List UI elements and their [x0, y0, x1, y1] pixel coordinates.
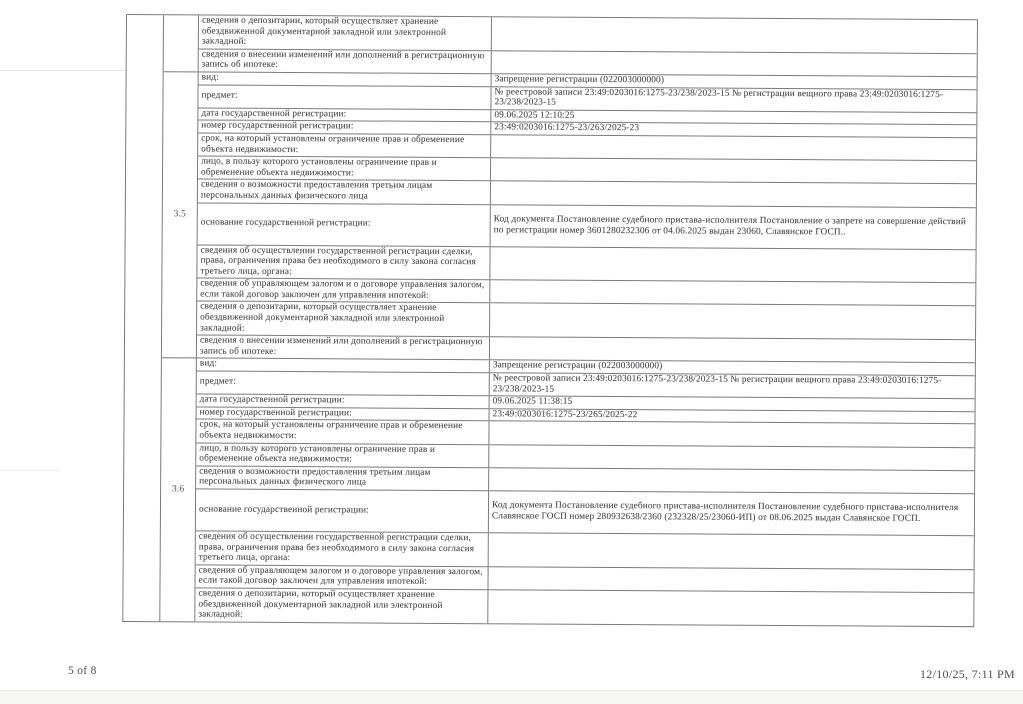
row-label: вид: [199, 358, 218, 370]
row-label: сведения о возможности предоставления третьим лицам персональных данных физического лица [199, 466, 431, 488]
row-label: основание государственной регистрации: [198, 504, 369, 516]
row-label: сведения об управляющем залогом и о договоре управления залогом, если такой договор заключен для управления ипотекой: [200, 278, 485, 301]
table-row [199, 15, 977, 53]
section-number: 3.6 [160, 359, 197, 621]
row-label: предмет: [201, 90, 238, 101]
row-label: сведения о депозитарии, который осуществляет хранение обездвиженной документарной закладной или электронной закладной: [200, 301, 445, 334]
row-label: дата государственной регистрации: [199, 394, 345, 406]
registration-table [122, 14, 978, 627]
row-value: 09.06.2025 12:10:25 [490, 110, 976, 125]
scan-artifact-line [0, 470, 60, 471]
table-sections [160, 15, 977, 626]
row-value: Код документа Постановление судебного пристава-исполнителя Постановление судебного пристава-исполнителя Славянское ГОСП номер 280932638/2360 (232328/25/23060-ИП) от 08.06.2025 выдан Славянское ГОСП. [488, 491, 974, 535]
row-value: Запрещение регистрации (022003000000) [489, 361, 975, 376]
row-label: вид: [201, 72, 219, 83]
row-value [487, 590, 973, 626]
row-label: основание государственной регистрации: [200, 217, 371, 229]
row-value [488, 422, 974, 447]
row-value [489, 304, 975, 340]
table-row [196, 488, 974, 535]
row-label: номер государственной регистрации: [201, 120, 354, 132]
row-label: сведения о внесении изменений или дополнений в регистрационную запись об ипотеке: [199, 335, 483, 357]
row-value [490, 158, 976, 183]
row-value [488, 533, 974, 569]
print-timestamp: 12/10/25, 7:11 PM [919, 667, 1015, 681]
row-value [491, 17, 977, 53]
row-label: срок, на который установлены ограничение прав и обременение объекта недвижимости: [199, 419, 463, 442]
page-number: 5 of 8 [68, 665, 97, 677]
row-label: сведения о депозитарии, который осуществляет хранение обездвиженной документарной закладной или электронной закладной: [198, 588, 443, 620]
row-label: сведения о возможности предоставления третьим лицам персональных данных физического лица [200, 179, 433, 202]
table-section-3-5 [162, 71, 977, 362]
table-row [198, 202, 976, 249]
row-label: сведения о депозитарии, который осуществляет хранение обездвиженной документарной закладной или электронной закладной: [201, 15, 447, 47]
page-bottom-edge [0, 690, 1023, 704]
row-value: Код документа Постановление судебного пристава-исполнителя Постановление о запрете на совершение действий по регистрации номер 3601280232306 от 04.06.2025 выдан 23060, Славянское ГОСП.. [490, 205, 976, 249]
row-label: номер государственной регистрации: [199, 407, 352, 419]
row-value [489, 337, 975, 362]
scan-artifact-line [0, 70, 126, 71]
section-number: 3.5 [162, 72, 199, 358]
row-value [487, 567, 973, 592]
row-value [489, 247, 975, 283]
row-value: Запрещение регистрации (022003000000) [491, 74, 977, 89]
table-row [197, 301, 975, 340]
row-value: № реестровой записи 23:49:0203016:1275-23/238/2023-15 № регистрации вещного права 23:49:0203016:1275-23/238/2023-15 [490, 87, 976, 112]
row-label: лицо, в пользу которого установлены ограничение прав и обременение объекта недвижимости: [199, 443, 436, 465]
table-row [197, 244, 975, 283]
section-rows [199, 15, 977, 76]
row-value [488, 445, 974, 470]
row-label: срок, на который установлены ограничение прав и обременение объекта недвижимости: [201, 133, 465, 155]
row-value [490, 135, 976, 160]
row-label: сведения об осуществлении государственной регистрации сделки, права, ограничения права без необходимого в силу закона согласия третьего лица, органа: [198, 531, 475, 564]
section-number [164, 15, 199, 71]
row-value: 23:49:0203016:1275-23/263/2025-23 [490, 123, 976, 138]
row-label: сведения о внесении изменений или дополнений в регистрационную запись об ипотеке: [201, 49, 485, 71]
section-rows [195, 359, 975, 626]
row-label: сведения об осуществлении государственной регистрации сделки, права, ограничения права без необходимого в силу закона согласия третьего лица, органа: [200, 244, 476, 277]
row-value [491, 51, 977, 76]
row-value: 09.06.2025 11:38:15 [489, 396, 975, 411]
row-value [490, 182, 976, 207]
row-label: лицо, в пользу которого установлены ограничение прав и обременение объекта недвижимости: [201, 156, 437, 179]
table-row [196, 530, 974, 569]
row-value [489, 281, 975, 306]
table-row [195, 587, 973, 626]
row-value: № реестровой записи 23:49:0203016:1275-23/238/2023-15 № регистрации вещного права 23:49:0203016:1275-23/238/2023-15 [489, 373, 975, 398]
row-value: 23:49:0203016:1275-23/265/2025-22 [489, 409, 975, 424]
row-label: сведения об управляющем залогом и о договоре управления залогом, если такой договор заключен для управления ипотекой: [198, 565, 483, 588]
section-rows [197, 72, 977, 362]
row-label: дата государственной регистрации: [201, 108, 347, 120]
row-value [488, 468, 974, 493]
row-label: предмет: [199, 376, 237, 388]
table-margin-column [123, 15, 164, 621]
table-section-3-6 [160, 358, 975, 626]
table-section-partial [164, 15, 977, 76]
